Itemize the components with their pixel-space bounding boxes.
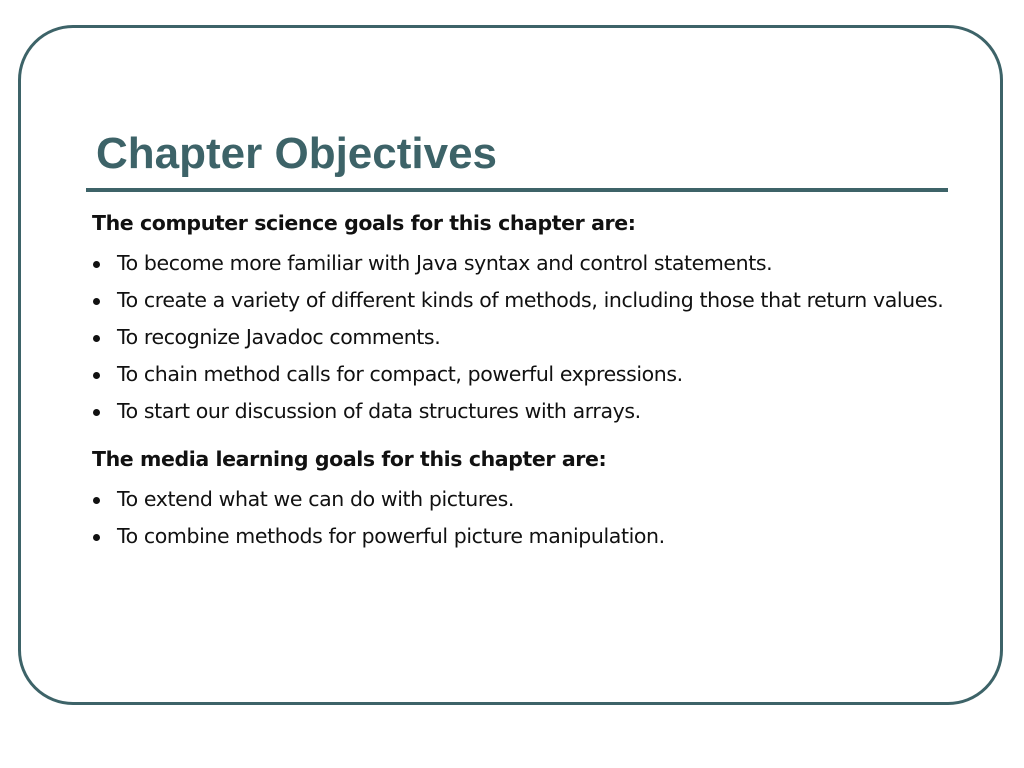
bullet-icon	[93, 409, 100, 416]
media-goal-text: To combine methods for powerful picture manipulation.	[117, 524, 665, 548]
media-goal-text: To extend what we can do with pictures.	[117, 487, 515, 511]
cs-goal-text: To recognize Javadoc comments.	[117, 325, 441, 349]
cs-goal-item	[92, 285, 992, 315]
media-goal-item	[92, 484, 992, 514]
bullet-icon	[93, 335, 100, 342]
cs-goals-list	[92, 248, 992, 426]
bullet-icon	[93, 372, 100, 379]
bullet-icon	[93, 534, 100, 541]
media-goals-list	[92, 484, 992, 551]
bullet-icon	[93, 497, 100, 504]
cs-goal-item	[92, 359, 992, 389]
cs-goal-text: To become more familiar with Java syntax and control statements.	[117, 251, 773, 275]
cs-goal-text: To start our discussion of data structures with arrays.	[117, 399, 641, 423]
bullet-icon	[93, 261, 100, 268]
media-goal-item	[92, 521, 992, 551]
cs-goal-item	[92, 322, 992, 352]
slide-title: Chapter Objectives	[96, 129, 498, 178]
cs-goal-text: To chain method calls for compact, powerful expressions.	[117, 362, 683, 386]
cs-goals-heading: The computer science goals for this chapter are:	[92, 211, 636, 235]
cs-goal-text: To create a variety of different kinds of methods, including those that return values.	[117, 288, 944, 312]
cs-goal-item	[92, 248, 992, 278]
media-goals-heading: The media learning goals for this chapter are:	[92, 447, 607, 471]
slide-content	[92, 208, 992, 558]
bullet-icon	[93, 298, 100, 305]
cs-goal-item	[92, 396, 992, 426]
title-underline	[86, 188, 948, 192]
